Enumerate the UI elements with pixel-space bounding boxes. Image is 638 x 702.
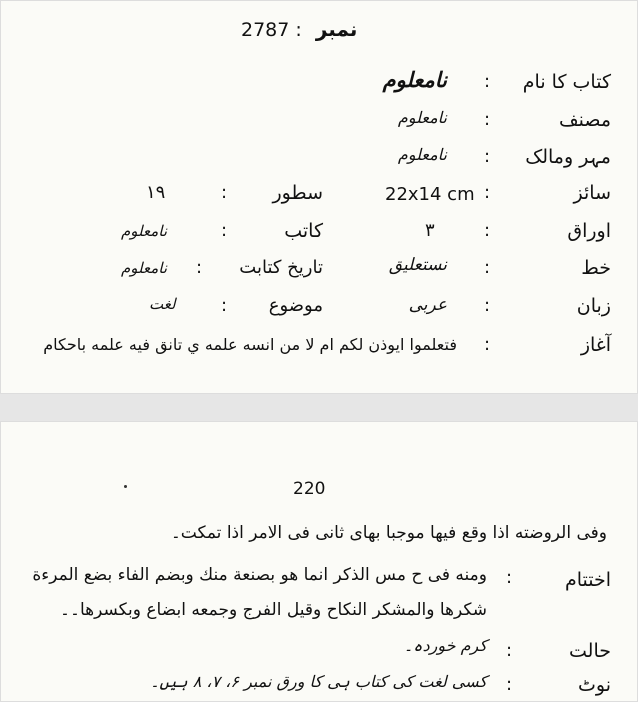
colon: :	[484, 334, 491, 355]
condition-label: حالت	[569, 640, 611, 662]
colon: :	[506, 640, 513, 661]
script-value: نستعلیق	[388, 255, 447, 275]
colon: :	[484, 71, 491, 92]
colon: :	[506, 567, 513, 588]
ending-line-2: شکرها والمشکر النکاح وقیل الفرج وجمعه ابضاع وبکسرها۔۔	[60, 600, 487, 620]
title-value: نامعلوم	[382, 67, 447, 92]
title-label: کتاب کا نام	[522, 71, 611, 93]
colon: :	[221, 220, 228, 241]
language-label: زبان	[576, 295, 611, 317]
colon: :	[221, 295, 228, 316]
colon: :	[484, 182, 491, 203]
number-label: نمبر	[315, 17, 358, 41]
beginning-value: فتعلموا ايوذن لكم ام لا من انسه علمه ي تانق فيه علمه باحكام	[43, 335, 457, 354]
seal-label: مہر ومالک	[525, 146, 611, 168]
colon: :	[484, 146, 491, 167]
scribe-label: کاتب	[284, 220, 323, 242]
leaves-value: ۳	[425, 220, 435, 241]
language-value: عربی	[408, 295, 447, 315]
date-value: نامعلوم	[121, 259, 168, 277]
beginning-label: آغاز	[580, 334, 611, 356]
colon: :	[484, 109, 491, 130]
lines-value: ۱۹	[146, 182, 166, 203]
author-label: مصنف	[558, 109, 611, 131]
number-value: 2787	[241, 19, 290, 41]
script-label: خط	[581, 257, 611, 279]
subject-label: موضوع	[268, 295, 323, 316]
colon: :	[506, 674, 513, 695]
note-label: نوٹ	[578, 674, 611, 696]
lines-label: سطور	[272, 182, 323, 204]
speck	[124, 485, 127, 488]
ending-line-1: ومنه فی ح مس الذکر انما هو بصنعة منك وبضم الفاء بضع المرءة	[32, 565, 487, 585]
colon: :	[484, 220, 491, 241]
record-number: نمبر : 2787	[241, 17, 358, 41]
colon: :	[484, 295, 491, 316]
text-line-1: وفی الروضته اذا وقع فیها موجبا بهای ثانی فی الامر اذا تمکت۔	[170, 523, 607, 543]
leaves-label: اوراق	[567, 220, 611, 242]
note-value: کسی لغت کی کتاب ہی کا ورق نمبر ۶، ۷، ۸ ہیں۔	[150, 672, 487, 691]
manuscript-page-card	[0, 421, 638, 702]
colon: :	[196, 257, 203, 278]
condition-value: کرم خوردہ۔	[403, 636, 487, 655]
scribe-value: نامعلوم	[121, 222, 168, 240]
size-label: سائز	[573, 182, 611, 204]
date-label: تاریخ کتابت	[239, 257, 323, 278]
subject-value: لغت	[149, 295, 176, 313]
seal-value: نامعلوم	[397, 145, 447, 164]
size-value: 22x14 cm	[385, 184, 475, 205]
ending-label: اختتام	[564, 569, 611, 591]
author-value: نامعلوم	[397, 108, 447, 127]
colon: :	[484, 257, 491, 278]
colon: :	[221, 182, 228, 203]
page-number: 220	[293, 479, 326, 499]
